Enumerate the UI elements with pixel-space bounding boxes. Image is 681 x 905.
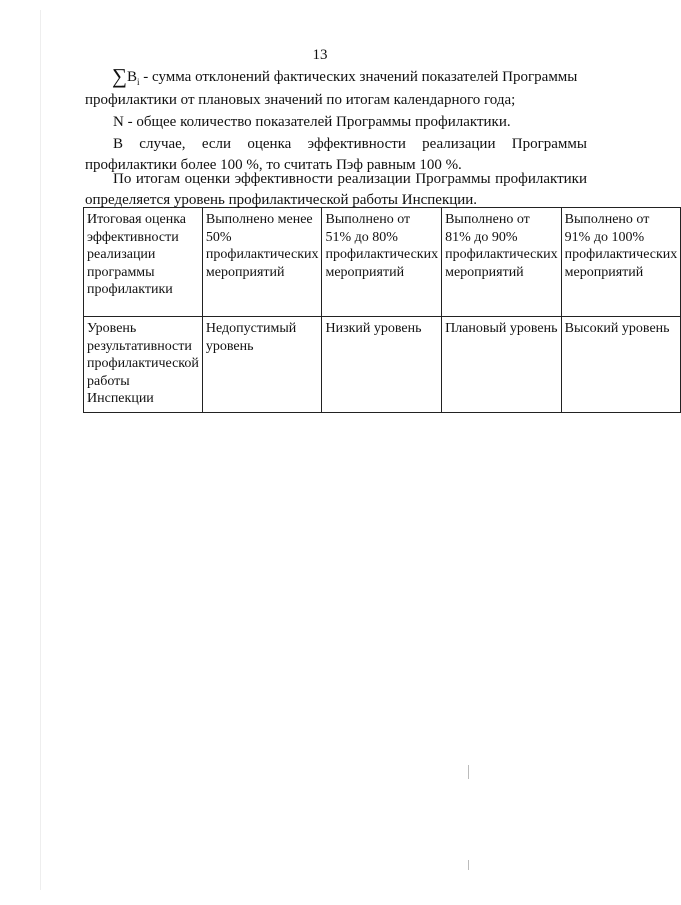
scan-edge-mark bbox=[40, 10, 41, 890]
sum-definition-continuation bbox=[85, 90, 587, 111]
table-cell: Высокий уровень bbox=[561, 317, 681, 413]
efficiency-level-table bbox=[83, 207, 681, 413]
case-line-2: профилактики более 100 %, то считать Пэф равным 100 %. bbox=[85, 157, 462, 173]
table-cell: Выполнено менее 50% профилактических мероприятий bbox=[202, 208, 322, 317]
table-cell: Плановый уровень bbox=[442, 317, 562, 413]
table-row-levels bbox=[84, 317, 681, 413]
result-line-2: определяется уровень профилактической работы Инспекции. bbox=[85, 192, 478, 208]
page-number: 13 bbox=[312, 47, 328, 63]
scan-edge-mark bbox=[468, 860, 469, 870]
table-cell: Низкий уровень bbox=[322, 317, 442, 413]
table-cell: Выполнено от 91% до 100% профилактических мероприятий bbox=[561, 208, 681, 317]
result-paragraph bbox=[85, 169, 587, 211]
sum-variable: B bbox=[126, 69, 137, 85]
sum-definition-line2: профилактики от плановых значений по итогам календарного года; bbox=[85, 92, 516, 108]
sum-symbol: ∑ bbox=[112, 64, 127, 88]
n-definition bbox=[85, 112, 587, 133]
table-row-criteria bbox=[84, 208, 681, 317]
table-cell: Недопустимый уровень bbox=[202, 317, 322, 413]
table-cell: Выполнено от 81% до 90% профилактических мероприятий bbox=[442, 208, 562, 317]
case-line-1: В случае, если оценка эффективности реализации Программы bbox=[113, 136, 587, 152]
result-line-1: По итогам оценки эффективности реализации Программы профилактики bbox=[113, 171, 587, 187]
sum-definition-text: - сумма отклонений фактических значений показателей Программы bbox=[139, 69, 578, 85]
n-definition-text: N - общее количество показателей Программы профилактики. bbox=[113, 114, 511, 130]
sum-subscript: i bbox=[137, 77, 140, 87]
table-cell: Выполнено от 51% до 80% профилактических мероприятий bbox=[322, 208, 442, 317]
table-cell: Итоговая оценка эффективности реализации программы профилактики bbox=[84, 208, 203, 317]
scan-edge-mark bbox=[468, 765, 469, 779]
table-cell: Уровень результативности профилактической работы Инспекции bbox=[84, 317, 203, 413]
